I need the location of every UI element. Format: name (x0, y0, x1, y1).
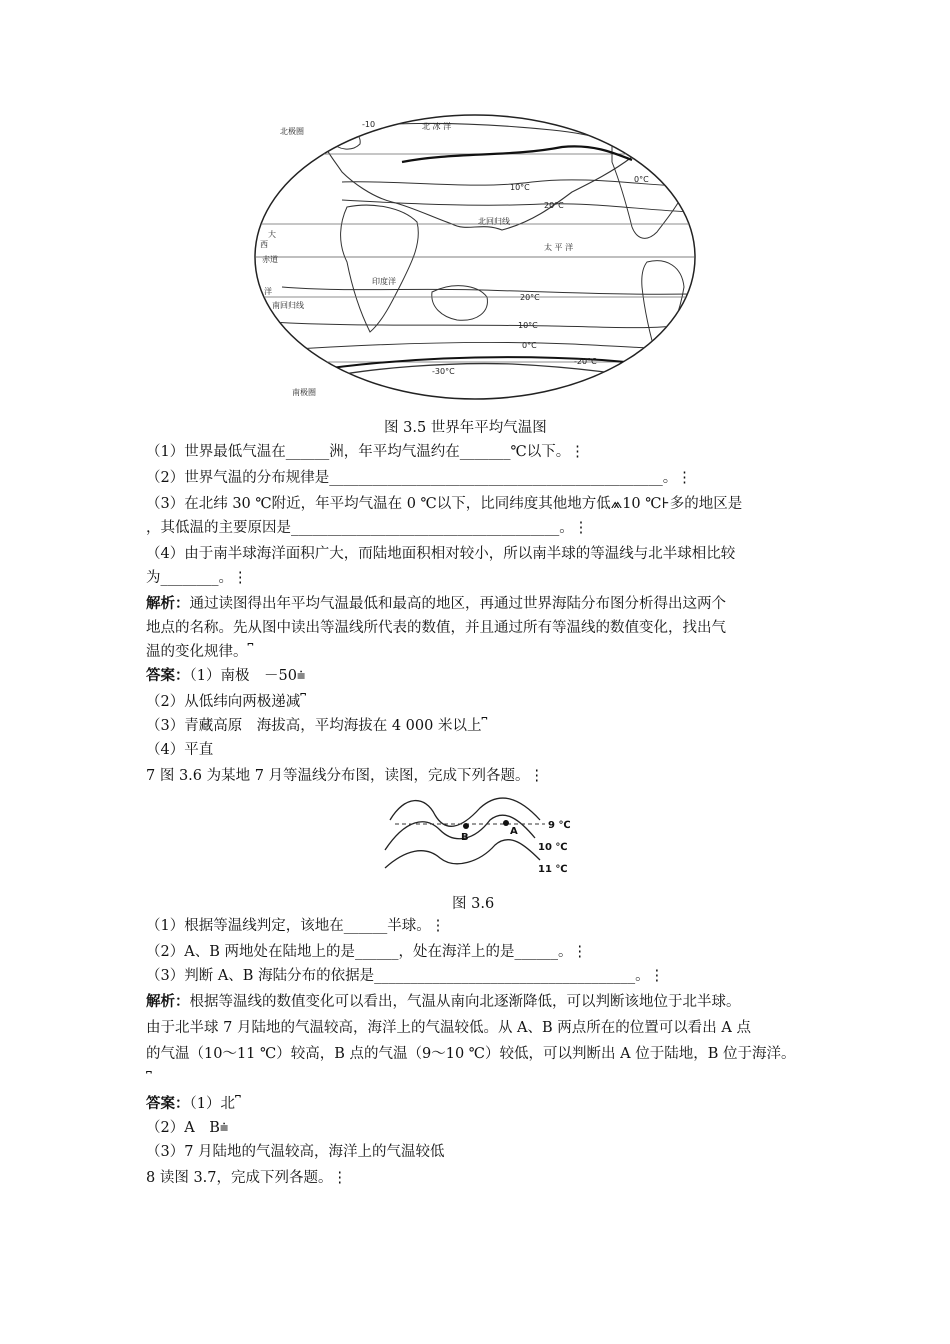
q6-line-1: （1）世界最低气温在______洲，年平均气温约在_______℃以下。⋮ (146, 444, 585, 460)
t-0s-label: 0°C (522, 341, 537, 350)
t-20-label: 20°C (544, 201, 564, 210)
figure1-caption: 图 3.5 世界年平均气温图 (384, 420, 547, 436)
q7-intro: 7 图 3.6 为某地 7 月等温线分布图，读图，完成下列各题。⋮ (146, 768, 545, 784)
indian-label: 印度洋 (372, 277, 396, 286)
q7-line-1: （1）根据等温线判定，该地在______半球。⋮ (146, 918, 446, 934)
q7-analysis-3: 的气温（10～11 ℃）较高，B 点的气温（9～10 ℃）较低，可以判断出 A 位于陆地，B 位于海洋。 (146, 1046, 796, 1062)
pacific-label: 太 平 洋 (544, 243, 574, 252)
q6-line-4: ，其低温的主要原因是_____________________________________。⋮ (146, 520, 589, 536)
analysis-text: 通过读图得出年平均气温最低和最高的地区，再通过世界海陆分布图分析得出这两个 (189, 596, 726, 612)
arctic-ocean-label: 北 冰 洋 (422, 122, 452, 131)
t-10s-label: 10°C (518, 321, 538, 330)
atlantic-xi-label: 西 (260, 240, 268, 249)
isotherm-9 (390, 798, 540, 826)
point-a-label: A (510, 826, 518, 837)
q6-answer-4: （4）平直 (146, 742, 214, 758)
q7-analysis-4: ⎴ (146, 1072, 152, 1088)
analysis-label: 解析： (146, 994, 190, 1010)
q8-intro: 8 读图 3.7，完成下列各题。⋮ (146, 1170, 348, 1186)
t-20s-label: 20°C (520, 293, 540, 302)
atlantic-da-label: 大 (268, 230, 276, 239)
t-m20-label: -20°C (574, 357, 597, 366)
q6-line-5: （4）由于南半球海洋面积广大，而陆地面积相对较小，所以南半球的等温线与北半球相比较 (146, 546, 736, 562)
q7-analysis-2: 由于北半球 7 月陆地的气温较高，海洋上的气温较低。从 A、B 两点所在的位置可以看出 A 点 (146, 1020, 751, 1036)
q6-analysis-3: 温的变化规律。⎴ (146, 644, 254, 660)
answer-label: 答案： (146, 1096, 190, 1112)
q7-line-2: （2）A、B 两地处在陆地上的是______，处在海洋上的是______。⋮ (146, 944, 587, 960)
q7-line-3: （3）判断 A、B 海陆分布的依据是____________________________________。⋮ (146, 968, 665, 984)
q6-line-3: （3）在北纬 30 ℃附近，年平均气温在 0 ℃以下，比同纬度其他地方低⩕10 ℃⊦多的地区是 (146, 496, 743, 512)
answer-text: （1）北⎴ (189, 1096, 241, 1112)
q7-answer-2: （2）A B⩧ (146, 1120, 229, 1136)
point-a (503, 820, 509, 826)
tropic-s-label: 南回归线 (272, 301, 304, 310)
figure2-caption: 图 3.6 (452, 896, 495, 912)
t-10-label: 10°C (510, 183, 530, 192)
t-m30-label: -30°C (432, 367, 455, 376)
isotherm-figure (380, 790, 576, 880)
point-b-label: B (461, 832, 469, 843)
q6-line-6: 为________。⋮ (146, 570, 248, 586)
analysis-label: 解析： (146, 596, 190, 612)
atlantic-yang-label: 洋 (264, 287, 272, 296)
q6-analysis-2: 地点的名称。先从图中读出等温线所代表的数值，并且通过所有等温线的数值变化，找出气 (146, 620, 726, 636)
label-10: 10 ℃ (538, 842, 568, 853)
q6-line-2: （2）世界气温的分布规律是______________________________________________。⋮ (146, 470, 692, 486)
arctic-circle-n-label: 北极圈 (280, 127, 304, 136)
q6-answer-3: （3）青藏高原 海拔高，平均海拔在 4 000 米以上⎴ (146, 718, 488, 734)
isotherm-11 (385, 840, 540, 868)
arctic-circle-s-label: 南极圈 (292, 388, 316, 397)
answer-text: （1）南极 －50⩧ (189, 668, 306, 684)
q6-answer-2: （2）从低纬向两极递减⎴ (146, 694, 307, 710)
analysis-text: 根据等温线的数值变化可以看出，气温从南向北逐渐降低，可以判断该地位于北半球。 (189, 994, 741, 1010)
q6-analysis-1 (146, 594, 726, 614)
point-b (463, 823, 469, 829)
t-m10-label: -10 (362, 120, 376, 129)
label-9: 9 ℃ (548, 820, 571, 831)
t-0-label: 0°C (634, 175, 649, 184)
q7-answer-3: （3）7 月陆地的气温较高，海洋上的气温较低 (146, 1144, 445, 1160)
answer-label: 答案： (146, 668, 190, 684)
world-temperature-map (252, 112, 698, 402)
q6-answer-1 (146, 666, 305, 686)
equator-label: 赤道 (262, 255, 278, 264)
label-11: 11 ℃ (538, 864, 568, 875)
tropic-n-label: 北回归线 (478, 217, 510, 226)
q7-answer-1 (146, 1094, 241, 1114)
q7-analysis-1 (146, 992, 741, 1012)
